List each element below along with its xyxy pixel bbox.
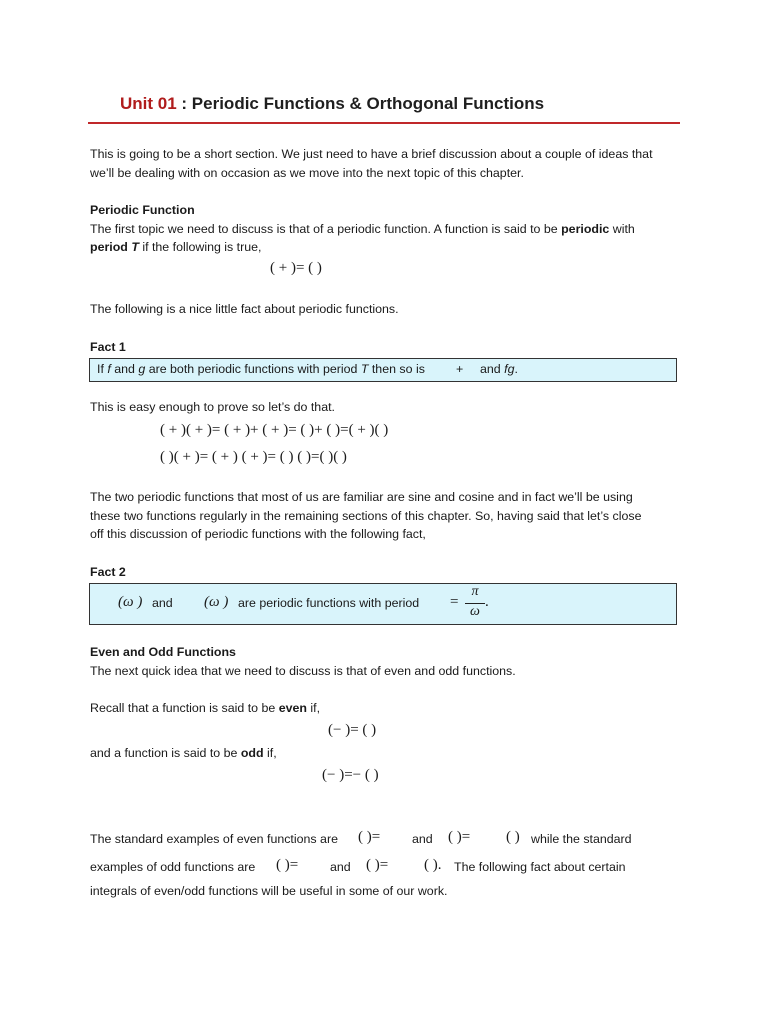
- transition-line-1: The two periodic functions that most of us are familiar are sine and cosine and in fact we’ll be using: [90, 490, 633, 504]
- odd-text-end: if,: [263, 746, 277, 760]
- examples-line-2-and: and: [330, 860, 351, 874]
- fact1-box: [89, 358, 677, 382]
- examples-odd-m3: ( ).: [424, 857, 442, 873]
- fact2-equals: =: [450, 594, 459, 610]
- transition-line-2: these two functions regularly in the remaining sections of this chapter. So, having said that let’s close: [90, 508, 642, 523]
- period-term: period: [90, 240, 132, 254]
- periodic-line-2-end: if the following is true,: [138, 240, 262, 254]
- fact1-part-d: then so is: [368, 362, 425, 376]
- periodic-heading: Periodic Function: [90, 203, 195, 217]
- page-title: [120, 94, 544, 114]
- fact1-part-a: If: [97, 362, 108, 376]
- fact1-T: T: [360, 362, 369, 376]
- fact1-part-b: and: [110, 362, 139, 376]
- fact2-heading: Fact 2: [90, 565, 126, 579]
- examples-line-1-and: and: [412, 832, 433, 846]
- fact2-box: [89, 583, 677, 625]
- even-text-end: if,: [306, 701, 321, 715]
- periodic-section: [90, 201, 690, 257]
- fact1-tail: [480, 362, 518, 376]
- period-symbol: T: [131, 240, 139, 254]
- title-text: Periodic Functions & Orthogonal Functions: [191, 94, 545, 113]
- proof-equation-2: ( )( + )= ( + ) ( + )= ( ) ( )=( )( ): [160, 449, 347, 465]
- examples-even-m2: ( )=: [448, 829, 471, 845]
- fact1-fg: fg: [504, 362, 515, 376]
- title-underline: [88, 122, 680, 124]
- examples-line-2-end: The following fact about certain: [454, 860, 626, 874]
- examples-even-m1: ( )=: [358, 829, 381, 845]
- fact2-expr-2: (ω ): [204, 594, 229, 610]
- examples-line-1-text: The standard examples of even functions are: [90, 832, 338, 846]
- odd-text: and a function is said to be: [90, 746, 241, 760]
- periodic-line-1-text: The first topic we need to discuss is that of a periodic function. A function is said to be: [90, 221, 562, 236]
- proof-equation-1: ( + )( + )= ( + )+ ( + )= ( )+ ( )=( + )( ): [160, 422, 389, 438]
- fact1-plus: +: [456, 362, 464, 376]
- evenodd-intro: The next quick idea that we need to discuss is that of even and odd functions.: [90, 663, 516, 678]
- proof-intro: This is easy enough to prove so let’s do that.: [90, 400, 335, 414]
- fact2-text: are periodic functions with period: [238, 596, 420, 610]
- fact1-part-f: .: [514, 362, 518, 376]
- fraction-denominator: ω: [470, 604, 480, 619]
- examples-line-1-end: while the standard: [531, 832, 632, 846]
- examples-even-m3: ( ): [506, 829, 520, 845]
- evenodd-section: [90, 643, 690, 680]
- title-separator: :: [176, 94, 192, 113]
- periodic-equation: ( + )= ( ): [270, 260, 322, 276]
- odd-term: odd: [240, 746, 264, 760]
- intro-line-2: we’ll be dealing with on occasion as we move into the next topic of this chapter.: [90, 165, 524, 180]
- fact1-f: f: [107, 362, 111, 376]
- periodic-line-2: [90, 238, 690, 257]
- fact2-period: .: [485, 594, 489, 610]
- fact-intro: The following is a nice little fact about periodic functions.: [90, 302, 399, 316]
- periodic-line-1: [90, 220, 690, 239]
- fact1-text: [97, 362, 425, 376]
- odd-definition: [90, 746, 277, 760]
- examples-odd-m1: ( )=: [276, 857, 299, 873]
- intro-line-1: This is going to be a short section. We just need to have a brief discussion about a couple of ideas that: [90, 147, 653, 161]
- transition-line-3: off this discussion of periodic functions with the following fact,: [90, 527, 426, 541]
- transition-paragraph: [90, 488, 690, 544]
- even-definition: [90, 701, 320, 715]
- examples-line-2-text: examples of odd functions are: [90, 860, 256, 874]
- odd-equation: (− )=− ( ): [322, 767, 379, 783]
- evenodd-heading: Even and Odd Functions: [90, 645, 236, 659]
- examples-odd-m2: ( )=: [366, 857, 389, 873]
- even-text: Recall that a function is said to be: [90, 701, 279, 715]
- even-term: even: [278, 701, 307, 715]
- fact1-part-e: and: [480, 362, 505, 376]
- fact1-part-c: are both periodic functions with period: [145, 362, 361, 376]
- even-equation: (− )= ( ): [328, 722, 377, 738]
- unit-label: Unit 01: [120, 94, 177, 113]
- fact1-heading: Fact 1: [90, 340, 126, 354]
- intro-paragraph: [90, 145, 690, 182]
- fraction-numerator: π: [471, 584, 479, 599]
- fact2-expr-1: (ω ): [118, 594, 143, 610]
- periodic-term: periodic: [561, 221, 610, 236]
- periodic-line-1-end: with: [609, 221, 635, 236]
- fact1-g: g: [138, 362, 146, 376]
- fact2-and: and: [152, 596, 173, 610]
- examples-line-3: integrals of even/odd functions will be useful in some of our work.: [90, 884, 448, 898]
